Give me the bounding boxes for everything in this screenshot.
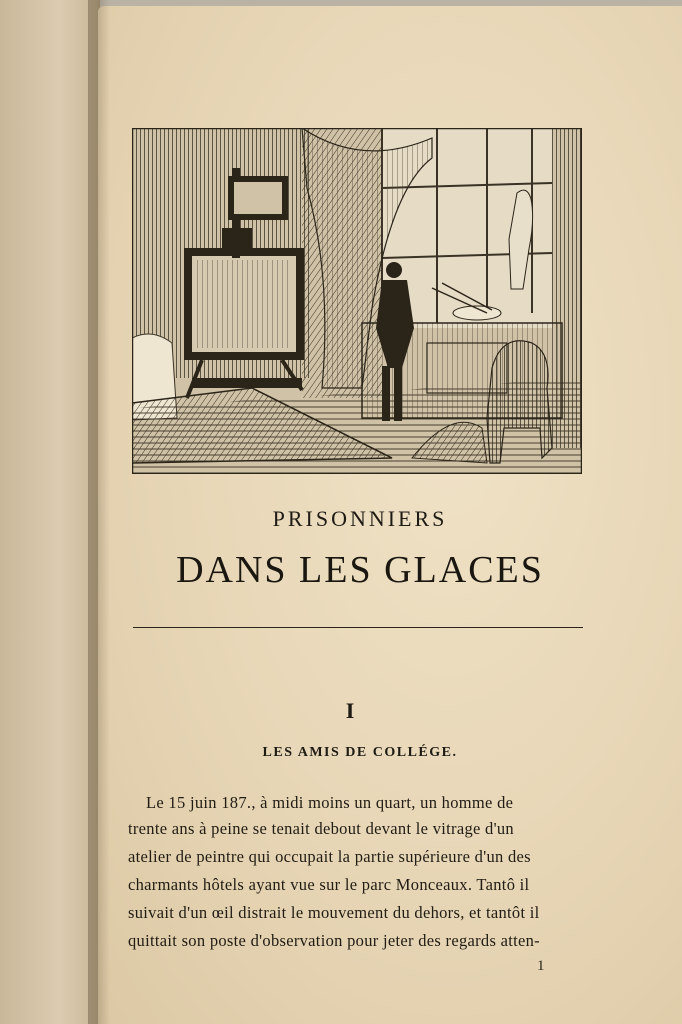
body-line: quittait son poste d'observation pour jeter des regards atten- [128, 931, 540, 950]
chapter-title: LES AMIS DE COLLÉGE. [262, 745, 458, 760]
heading-line-1: PRISONNIERS [272, 506, 448, 531]
spine-shadow [88, 0, 110, 1024]
body-line: atelier de peintre qui occupait la partie supérieure d'un des [128, 847, 531, 866]
left-page-edge [0, 0, 100, 1024]
engraving-illustration [132, 128, 582, 474]
chapter-number: I [345, 698, 355, 723]
heading-line-2: DANS LES GLACES [176, 549, 544, 591]
body-line: suivait d'un œil distrait le mouvement du dehors, et tantôt il [128, 903, 540, 922]
body-line: charmants hôtels ayant vue sur le parc Monceaux. Tantô il [128, 875, 530, 894]
title-rule [133, 627, 583, 628]
signature-mark: 1 [537, 958, 545, 974]
body-line: Le 15 juin 187., à midi moins un quart, un homme de [146, 793, 514, 812]
body-line: trente ans à peine se tenait debout devant le vitrage d'un [128, 819, 514, 838]
